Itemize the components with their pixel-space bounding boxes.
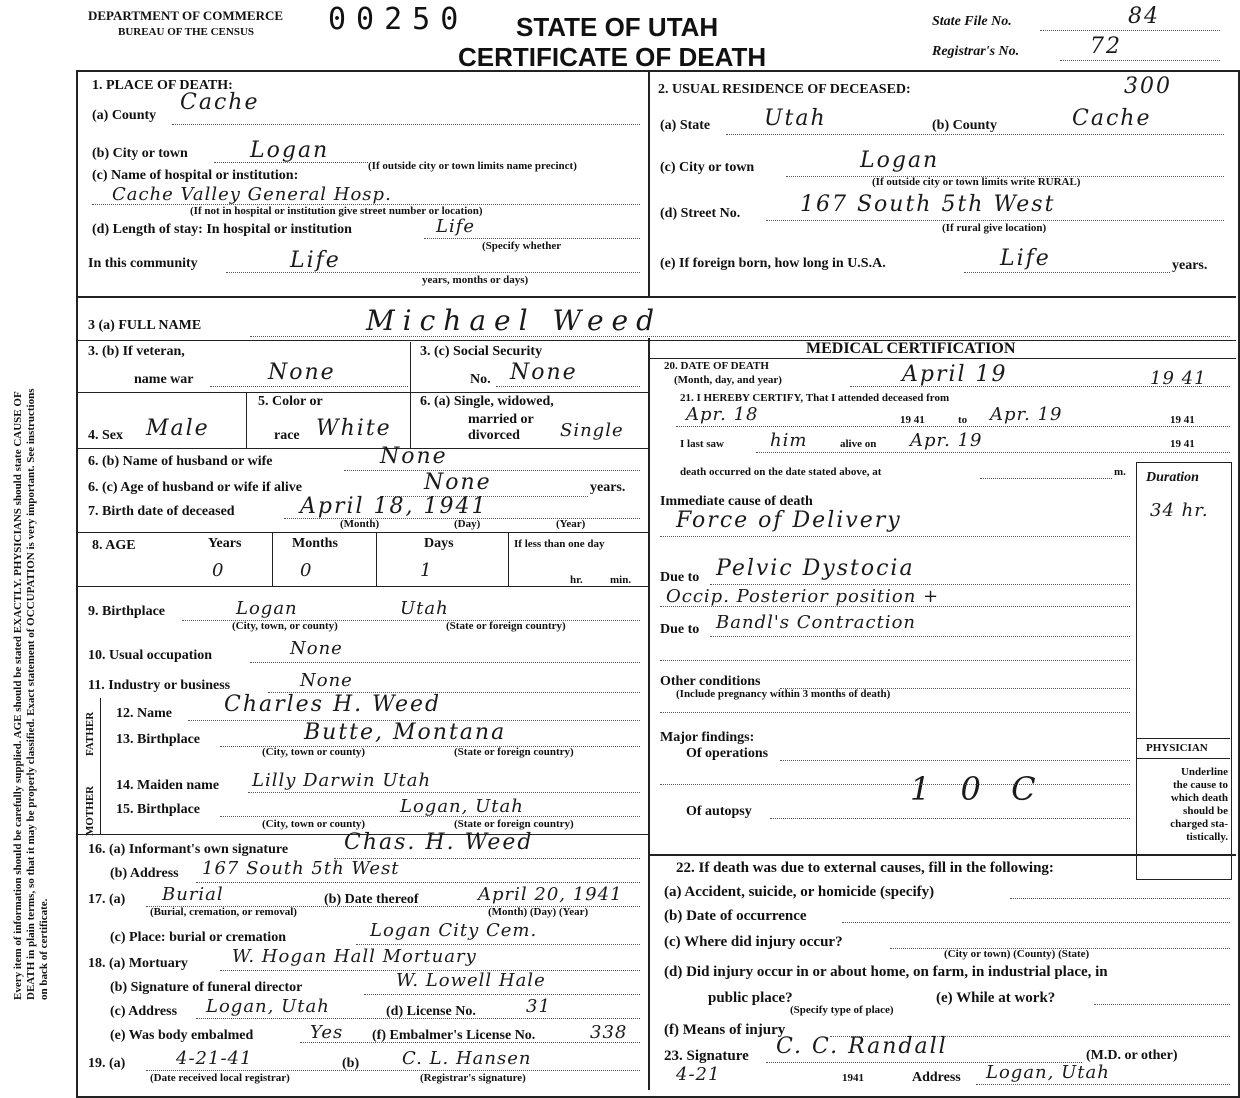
operations-label: Of operations bbox=[686, 746, 769, 761]
marital-label-1: 6. (a) Single, widowed, bbox=[420, 394, 554, 409]
dod-year: 19 41 bbox=[1150, 368, 1207, 389]
residence-code: 300 bbox=[1124, 74, 1172, 99]
days-label: Days bbox=[424, 536, 454, 551]
industry: None bbox=[300, 670, 353, 691]
mortuary-label: 18. (a) Mortuary bbox=[88, 956, 188, 971]
md-label: (M.D. or other) bbox=[1086, 1048, 1178, 1063]
pod-stay-label: (d) Length of stay: In hospital or institution bbox=[92, 222, 352, 237]
res-city-note: (If outside city or town limits write RURAL) bbox=[872, 176, 1081, 188]
external-heading: 22. If death was due to external causes, fill in the following: bbox=[676, 860, 1054, 876]
res-street-note: (If rural give location) bbox=[942, 222, 1047, 234]
emb-license: 338 bbox=[590, 1022, 628, 1043]
last-saw-label: I last saw bbox=[680, 438, 725, 450]
external-a: (a) Accident, suicide, or homicide (specify) bbox=[664, 884, 935, 900]
res-state-label: (a) State bbox=[660, 118, 711, 133]
mother-maiden: Lilly Darwin Utah bbox=[252, 770, 432, 791]
license: 31 bbox=[526, 996, 551, 1017]
informant-label: 16. (a) Informant's own signature bbox=[88, 842, 289, 857]
pod-county-label: (a) County bbox=[92, 108, 157, 123]
months-label: Months bbox=[292, 536, 338, 551]
signature-label: 23. Signature bbox=[664, 1048, 749, 1064]
years-label: Years bbox=[208, 536, 242, 551]
birth-label: 7. Birth date of deceased bbox=[88, 504, 235, 519]
marital: Single bbox=[560, 420, 624, 441]
informant-signature: Chas. H. Weed bbox=[344, 830, 534, 855]
occurred-unit: m. bbox=[1114, 466, 1126, 478]
color-label: 5. Color or bbox=[258, 394, 323, 409]
attended-to: Apr. 19 bbox=[990, 404, 1063, 425]
father-name-label: 12. Name bbox=[116, 706, 172, 721]
physician-box-title: PHYSICIAN bbox=[1146, 742, 1208, 754]
certificate-title: CERTIFICATE OF DEATH bbox=[458, 42, 767, 72]
mother-bp-label: 15. Birthplace bbox=[116, 802, 200, 817]
due1-cause: Pelvic Dystocia bbox=[716, 556, 915, 581]
pod-city-label: (b) City or town bbox=[92, 146, 188, 161]
mother-tag: MOTHER bbox=[84, 785, 96, 836]
birthplace-note-city: (City, town, or county) bbox=[232, 620, 338, 632]
occupation-label: 10. Usual occupation bbox=[88, 648, 213, 663]
alive-on: Apr. 19 bbox=[910, 430, 983, 451]
physician-box-text: Underline the cause to which death should be charged sta- tistically. bbox=[1170, 766, 1228, 843]
res-foreign-label: (e) If foreign born, how long in U.S.A. bbox=[660, 256, 886, 271]
age-days: 1 bbox=[420, 560, 433, 581]
full-name: Michael Weed bbox=[366, 304, 663, 337]
received: 4-21-41 bbox=[176, 1048, 253, 1069]
age-months: 0 bbox=[300, 560, 313, 581]
disposal-date: April 20, 1941 bbox=[478, 884, 623, 905]
res-street-label: (d) Street No. bbox=[660, 206, 741, 221]
physician-signature: C. C. Randall bbox=[776, 1034, 948, 1059]
res-county: Cache bbox=[1072, 106, 1152, 131]
mother-note-state: (State or foreign country) bbox=[454, 818, 574, 830]
father-name: Charles H. Weed bbox=[224, 692, 442, 717]
res-county-label: (b) County bbox=[932, 118, 997, 133]
external-f: (f) Means of injury bbox=[664, 1022, 786, 1038]
embalmed: Yes bbox=[310, 1022, 344, 1043]
res-state: Utah bbox=[764, 106, 827, 131]
birthplace-note-state: (State or foreign country) bbox=[446, 620, 566, 632]
father-note-city: (City, town or county) bbox=[262, 746, 366, 758]
external-d2-note: (Specify type of place) bbox=[790, 1004, 894, 1016]
birthplace-state: Utah bbox=[400, 598, 449, 619]
sex: Male bbox=[146, 416, 210, 441]
res-city-label: (c) City or town bbox=[660, 160, 755, 175]
dod-label: 20. DATE OF DEATH bbox=[664, 360, 769, 372]
disposal: Burial bbox=[162, 884, 224, 905]
received-label: 19. (a) bbox=[88, 1056, 126, 1071]
external-c-note: (City or town) (County) (State) bbox=[944, 948, 1090, 960]
res-foreign: Life bbox=[1000, 246, 1051, 271]
father-tag: FATHER bbox=[84, 711, 96, 756]
informant-address: 167 South 5th West bbox=[202, 858, 400, 879]
pod-county: Cache bbox=[180, 90, 260, 115]
sex-label: 4. Sex bbox=[88, 428, 123, 443]
spouse-age: None bbox=[424, 470, 492, 495]
birth-month: (Month) bbox=[340, 518, 380, 530]
birth-year: (Year) bbox=[556, 518, 586, 530]
spouse-label: 6. (b) Name of husband or wife bbox=[88, 454, 273, 469]
full-name-label: 3 (a) FULL NAME bbox=[88, 318, 202, 333]
fd-address: Logan, Utah bbox=[206, 996, 330, 1017]
father-note-state: (State or foreign country) bbox=[454, 746, 574, 758]
hr-label: hr. bbox=[570, 574, 583, 586]
pod-city-note: (If outside city or town limits name precinct) bbox=[368, 160, 577, 172]
mortuary: W. Hogan Hall Mortuary bbox=[232, 946, 477, 967]
major-label: Major findings: bbox=[660, 730, 755, 745]
alive-year: 19 41 bbox=[1170, 438, 1195, 450]
received-note: (Date received local registrar) bbox=[150, 1072, 290, 1084]
attended-from: Apr. 18 bbox=[686, 404, 759, 425]
embalmed-label: (e) Was body embalmed bbox=[110, 1028, 254, 1043]
alive-on-label: alive on bbox=[840, 438, 877, 450]
due1-cause-b: Occip. Posterior position + bbox=[666, 586, 940, 607]
ssn-label: 3. (c) Social Security bbox=[420, 344, 543, 359]
age-label: 8. AGE bbox=[92, 538, 136, 553]
birthplace-label: 9. Birthplace bbox=[88, 604, 165, 619]
external-c: (c) Where did injury occur? bbox=[664, 934, 843, 950]
ssn: None bbox=[510, 360, 578, 385]
director-label: (b) Signature of funeral director bbox=[110, 980, 303, 995]
from-year: 19 41 bbox=[900, 414, 925, 426]
department: DEPARTMENT OF COMMERCE bbox=[88, 8, 284, 23]
emb-license-label: (f) Embalmer's License No. bbox=[372, 1028, 536, 1043]
res-city: Logan bbox=[860, 148, 940, 173]
pod-community-label: In this community bbox=[88, 256, 198, 271]
war: None bbox=[268, 360, 336, 385]
dod-note: (Month, day, and year) bbox=[674, 374, 782, 386]
burial-place-label: (c) Place: burial or cremation bbox=[110, 930, 286, 945]
occurred-label: death occurred on the date stated above, at bbox=[680, 466, 882, 478]
due2-label: Due to bbox=[660, 622, 700, 637]
other-label: Other conditions bbox=[660, 674, 761, 689]
duration-label: Duration bbox=[1146, 470, 1199, 485]
occupation: None bbox=[290, 638, 343, 659]
to-label: to bbox=[958, 414, 968, 426]
disposal-label: 17. (a) bbox=[88, 892, 126, 907]
physician-address: Logan, Utah bbox=[986, 1062, 1110, 1083]
state-file-label: State File No. bbox=[932, 14, 1012, 29]
mother-bp: Logan, Utah bbox=[400, 796, 524, 817]
war-label: name war bbox=[134, 372, 194, 387]
pod-community: Life bbox=[290, 248, 341, 273]
license-label: (d) License No. bbox=[386, 1004, 476, 1019]
state-title: STATE OF UTAH bbox=[516, 12, 719, 42]
director: W. Lowell Hale bbox=[396, 970, 546, 991]
father-bp-label: 13. Birthplace bbox=[116, 732, 200, 747]
res-street: 167 South 5th West bbox=[800, 192, 1056, 217]
due2-cause: Bandl's Contraction bbox=[716, 612, 917, 633]
disposal-date-note: (Month) (Day) (Year) bbox=[488, 906, 589, 918]
pod-stay-note: (Specify whether bbox=[482, 240, 562, 252]
age-years: 0 bbox=[212, 560, 225, 581]
registrar-signature: C. L. Hansen bbox=[402, 1048, 532, 1069]
signature-year: 1941 bbox=[842, 1072, 864, 1084]
res-foreign-unit: years. bbox=[1172, 258, 1208, 273]
birth-day: (Day) bbox=[454, 518, 481, 530]
certify-label: 21. I HEREBY CERTIFY, That I attended deceased from bbox=[680, 392, 950, 404]
pod-hospital: Cache Valley General Hosp. bbox=[112, 184, 392, 205]
spouse-age-label: 6. (c) Age of husband or wife if alive bbox=[88, 480, 303, 495]
stamp-number: 00250 bbox=[328, 2, 469, 37]
state-file-value: 84 bbox=[1128, 4, 1160, 29]
signature-date: 4-21 bbox=[676, 1064, 721, 1085]
external-b: (b) Date of occurrence bbox=[664, 908, 807, 924]
side-instructions: Every item of information should be carefully supplied. AGE should be stated EXACTLY. PHYSICIANS should state CAUSE OF DEATH in plain terms, so that it may be properly classified. Exact statement of OCCUPATION is very important. See instructions on back of certificate. bbox=[12, 388, 50, 1000]
disposal-note: (Burial, cremation, or removal) bbox=[150, 906, 297, 918]
ssn-no-label: No. bbox=[470, 372, 491, 387]
bureau: BUREAU OF THE CENSUS bbox=[118, 26, 255, 38]
burial-place: Logan City Cem. bbox=[370, 920, 538, 941]
medical-heading: MEDICAL CERTIFICATION bbox=[806, 340, 1016, 357]
fd-address-label: (c) Address bbox=[110, 1004, 178, 1019]
pod-hospital-note: (If not in hospital or institution give street number or location) bbox=[190, 205, 483, 217]
spouse: None bbox=[380, 444, 448, 469]
registrar-sig-note: (Registrar's signature) bbox=[420, 1072, 526, 1084]
registrar-label: Registrar's No. bbox=[932, 44, 1020, 59]
pod-community-note: years, months or days) bbox=[422, 274, 529, 286]
operations: 1 0 C bbox=[910, 770, 1046, 808]
immediate-cause: Force of Delivery bbox=[676, 508, 902, 533]
informant-address-label: (b) Address bbox=[110, 866, 179, 881]
min-label: min. bbox=[610, 574, 632, 586]
industry-label: 11. Industry or business bbox=[88, 678, 231, 693]
marital-label-3: divorced bbox=[468, 428, 520, 443]
external-d1: (d) Did injury occur in or about home, on farm, in industrial place, in bbox=[664, 964, 1108, 980]
other-note: (Include pregnancy within 3 months of death) bbox=[676, 688, 891, 700]
place-of-death-heading: 1. PLACE OF DEATH: bbox=[92, 78, 233, 93]
last-saw-who: him bbox=[770, 430, 808, 451]
less-day-label: If less than one day bbox=[514, 538, 605, 550]
race-label: race bbox=[274, 428, 300, 443]
marital-label-2: married or bbox=[468, 412, 534, 427]
disposal-date-label: (b) Date thereof bbox=[324, 892, 419, 907]
immediate-label: Immediate cause of death bbox=[660, 494, 813, 509]
to-year: 19 41 bbox=[1170, 414, 1195, 426]
dod: April 19 bbox=[902, 362, 1008, 387]
address-label: Address bbox=[912, 1070, 961, 1085]
spouse-age-unit: years. bbox=[590, 480, 626, 495]
birthplace-city: Logan bbox=[236, 598, 298, 619]
pod-hospital-label: (c) Name of hospital or institution: bbox=[92, 168, 299, 183]
veteran-label: 3. (b) If veteran, bbox=[88, 344, 185, 359]
pod-city: Logan bbox=[250, 138, 330, 163]
registrar-value: 72 bbox=[1090, 34, 1122, 59]
due1-label: Due to bbox=[660, 570, 700, 585]
race: White bbox=[316, 416, 392, 441]
autopsy-label: Of autopsy bbox=[686, 804, 752, 819]
immediate-duration: 34 hr. bbox=[1150, 500, 1209, 521]
external-e: (e) While at work? bbox=[936, 990, 1056, 1006]
registrar-sig-label: (b) bbox=[342, 1056, 360, 1071]
mother-note-city: (City, town or county) bbox=[262, 818, 366, 830]
mother-maiden-label: 14. Maiden name bbox=[116, 778, 220, 793]
external-d2: public place? bbox=[708, 990, 793, 1006]
birth: April 18, 1941 bbox=[300, 494, 488, 519]
residence-heading: 2. USUAL RESIDENCE OF DECEASED: bbox=[658, 82, 911, 97]
father-bp: Butte, Montana bbox=[304, 720, 507, 745]
pod-stay: Life bbox=[436, 216, 476, 237]
